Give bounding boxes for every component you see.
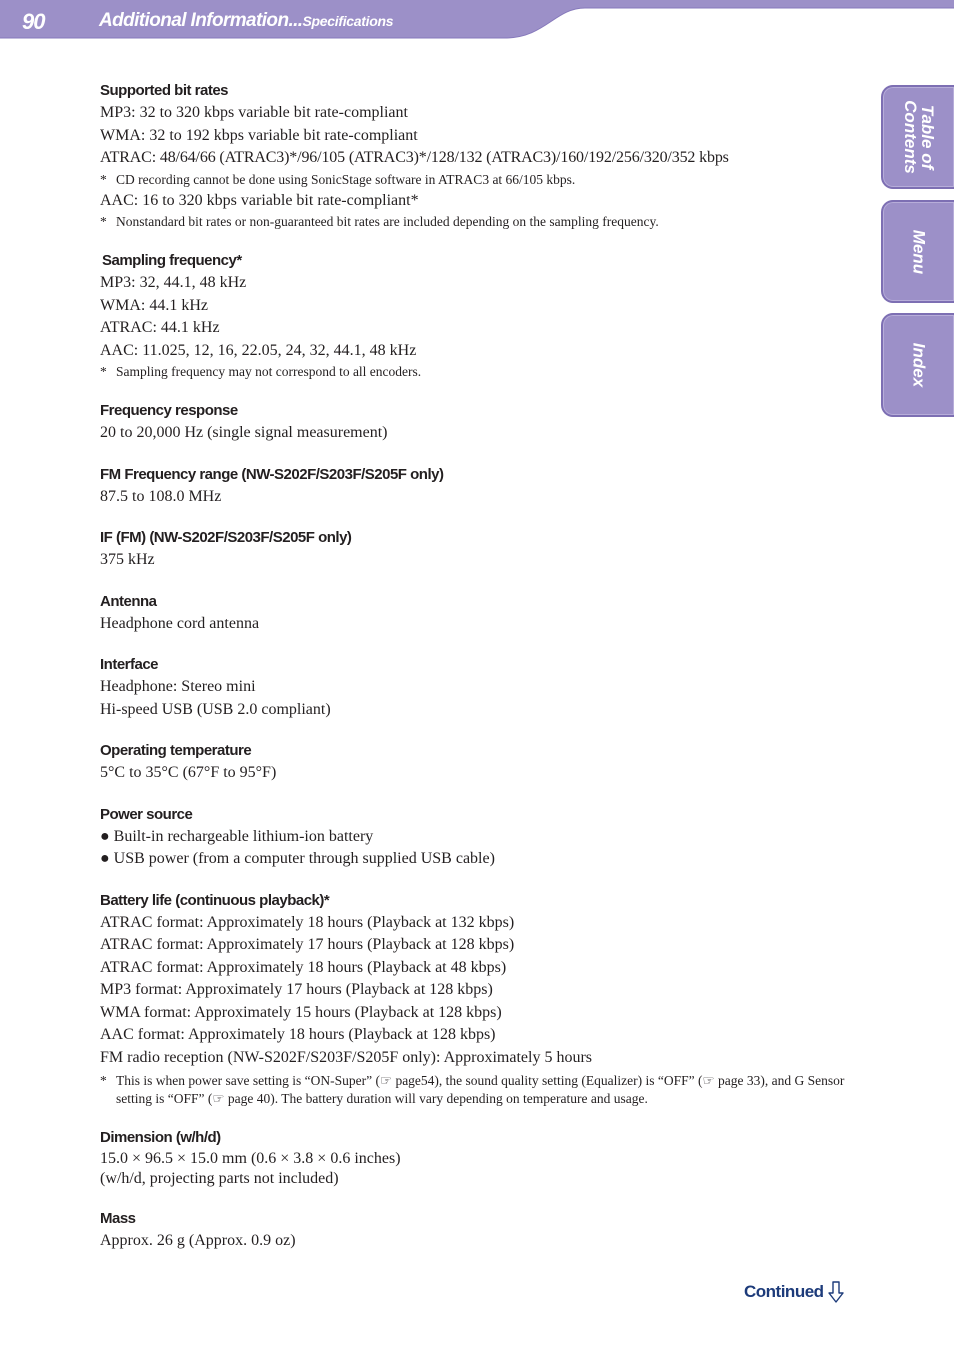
spec-line: WMA: 44.1 kHz [100, 296, 208, 314]
spec-line: WMA format: Approximately 15 hours (Playback at 128 kbps) [100, 1003, 502, 1021]
down-arrow-icon [828, 1281, 844, 1303]
footnote [100, 213, 860, 231]
spec-line: 375 kHz [100, 551, 155, 568]
spec-line: MP3: 32 to 320 kbps variable bit rate-compliant [100, 104, 408, 121]
spec-bullet-line: ● USB power (from a computer through supplied USB cable) [100, 850, 495, 867]
footnote-text: Nonstandard bit rates or non-guaranteed bit rates are included depending on the sampling frequency. [116, 214, 659, 229]
spec-antenna [100, 591, 860, 636]
spec-line: Headphone cord antenna [100, 614, 260, 632]
spec-heading: Sampling frequency* [102, 252, 242, 269]
spec-line: ATRAC format: Approximately 18 hours (Playback at 48 kbps) [100, 958, 507, 976]
page-number: 90 [22, 9, 45, 34]
footnote-marker: * [100, 364, 107, 379]
footnote [100, 1072, 861, 1108]
spec-sampling-frequency [100, 250, 860, 381]
page-header [0, 0, 954, 40]
spec-line: ATRAC format: Approximately 17 hours (Playback at 128 kbps) [100, 936, 515, 953]
spec-line: 5°C to 35°C (67°F to 95°F) [100, 764, 277, 781]
specifications-content [100, 80, 860, 1272]
tab-label: Index [909, 342, 928, 388]
spec-line: AAC: 16 to 320 kbps variable bit rate-compliant* [100, 191, 419, 209]
spec-line: AAC format: Approximately 18 hours (Playback at 128 kbps) [100, 1026, 496, 1043]
footnote-text-a: This is when power save setting is “ON-Super” ( [116, 1073, 380, 1088]
spec-line: FM radio reception (NW-S202F/S203F/S205F only): Approximately 5 hours [100, 1048, 592, 1066]
footnote-text: CD recording cannot be done using SonicStage software in ATRAC3 at 66/105 kbps. [116, 171, 576, 187]
spec-line: WMA: 32 to 192 kbps variable bit rate-compliant [100, 126, 418, 144]
spec-heading: Battery life (continuous playback)* [100, 891, 330, 909]
spec-line: MP3: 32, 44.1, 48 kHz [100, 274, 247, 291]
header-title [99, 10, 393, 32]
pointing-hand-icon: ☞ [702, 1073, 715, 1088]
spec-line: Hi-speed USB (USB 2.0 compliant) [100, 700, 331, 718]
footnote [100, 363, 860, 381]
spec-if-fm [100, 527, 860, 572]
tab-table-of-contents[interactable] [881, 85, 954, 189]
footnote [100, 171, 860, 189]
spec-line: AAC: 11.025, 12, 16, 22.05, 24, 32, 44.1, 48 kHz [100, 341, 417, 359]
spec-heading: Operating temperature [100, 742, 252, 759]
spec-dimension [100, 1127, 860, 1189]
spec-line: ATRAC: 48/64/66 (ATRAC3)*/96/105 (ATRAC3)*/128/132 (ATRAC3)/160/192/256/320/352 kbps [100, 149, 729, 166]
tab-label: Table of Contents [900, 100, 937, 174]
spec-line: 20 to 20,000 Hz (single signal measurement) [100, 424, 388, 441]
footnote-text-d: page 40). The battery duration will vary depending on temperature and usage. [224, 1091, 648, 1106]
footnote-text-b: page54), the sound quality setting (Equalizer) is “OFF” ( [392, 1073, 703, 1088]
footnote-text-c: page 33), and G Sensor setting is “OFF” ( [116, 1073, 845, 1106]
footnote-marker: * [100, 171, 107, 187]
spec-fm-frequency-range [100, 464, 860, 509]
spec-bullet-line: ● Built-in rechargeable lithium-ion battery [100, 827, 374, 845]
spec-heading: FM Frequency range (NW-S202F/S203F/S205F only) [100, 465, 444, 483]
spec-heading: IF (FM) (NW-S202F/S203F/S205F only) [100, 529, 352, 546]
spec-operating-temperature [100, 740, 860, 785]
spec-heading: Interface [100, 656, 159, 673]
pointing-hand-icon: ☞ [379, 1073, 393, 1088]
continued-link[interactable] [744, 1281, 844, 1303]
tab-index[interactable] [881, 313, 954, 417]
spec-supported-bit-rates [100, 80, 860, 231]
spec-heading: Supported bit rates [100, 82, 229, 99]
spec-heading: Mass [100, 1210, 136, 1227]
spec-mass [100, 1208, 860, 1253]
spec-interface [100, 654, 860, 721]
spec-line: (w/h/d, projecting parts not included) [100, 1170, 339, 1187]
tab-menu[interactable] [881, 200, 954, 303]
spec-line: ATRAC format: Approximately 18 hours (Playback at 132 kbps) [100, 913, 515, 931]
spec-line: 15.0 × 96.5 × 15.0 mm (0.6 × 3.8 × 0.6 inches) [100, 1150, 401, 1167]
spec-heading: Antenna [100, 592, 157, 610]
footnote-text: Sampling frequency may not correspond to all encoders. [116, 364, 422, 379]
spec-heading: Power source [100, 805, 193, 823]
footnote-marker: * [100, 1073, 107, 1088]
subsection-title: Specifications [302, 13, 394, 29]
continued-label: Continued [744, 1282, 824, 1301]
spec-line: Headphone: Stereo mini [100, 678, 256, 695]
footnote-marker: * [100, 214, 107, 229]
pointing-hand-icon: ☞ [212, 1091, 225, 1106]
spec-line: ATRAC: 44.1 kHz [100, 319, 220, 336]
spec-frequency-response [100, 400, 860, 445]
section-title: Additional Information... [99, 10, 303, 31]
spec-line: 87.5 to 108.0 MHz [100, 487, 222, 505]
spec-heading: Frequency response [100, 402, 238, 419]
spec-power-source [100, 804, 860, 871]
spec-line: Approx. 26 g (Approx. 0.9 oz) [100, 1232, 296, 1249]
spec-line: MP3 format: Approximately 17 hours (Playback at 128 kbps) [100, 981, 493, 998]
spec-heading: Dimension (w/h/d) [100, 1129, 221, 1146]
spec-battery-life [100, 890, 860, 1109]
tab-label: Menu [909, 229, 928, 274]
